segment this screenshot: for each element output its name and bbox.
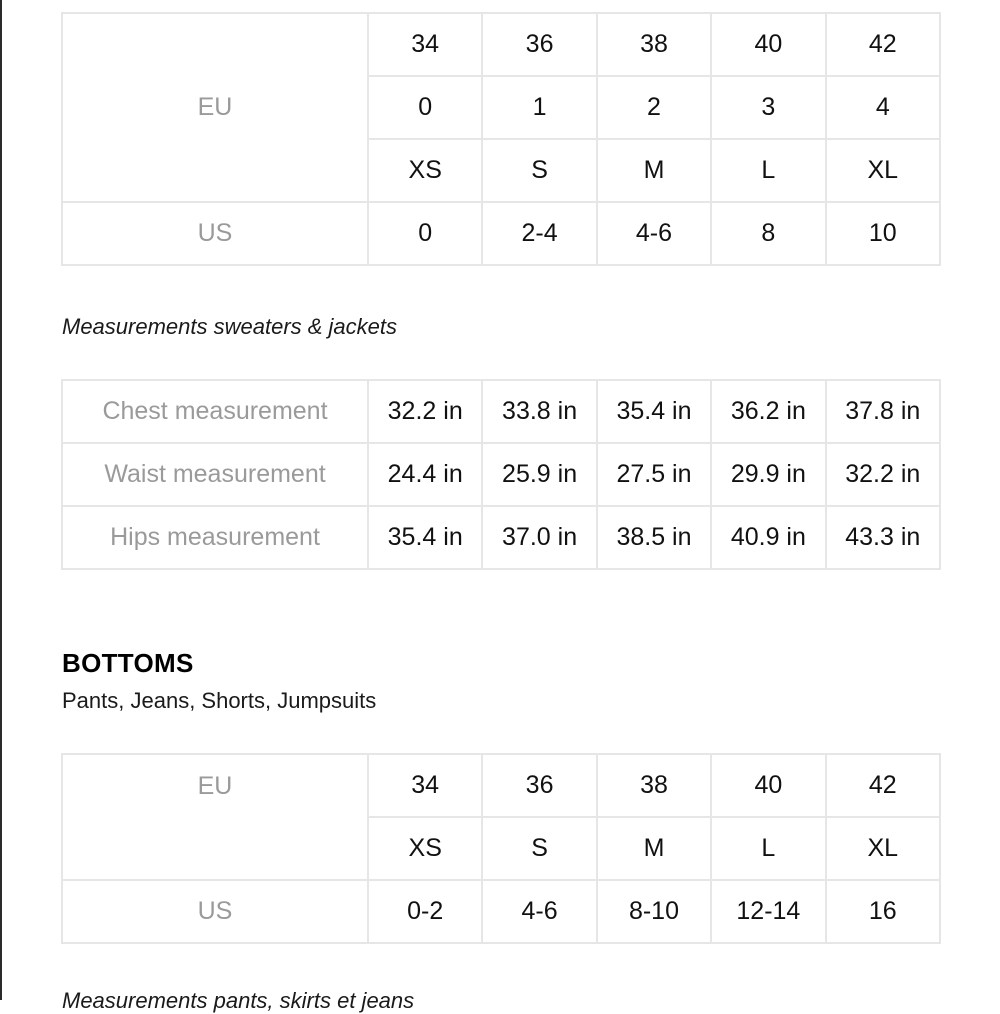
table-cell: 25.9 in — [482, 443, 596, 506]
eu-row-label: EU — [62, 13, 368, 202]
table-cell: 37.0 in — [482, 506, 596, 569]
table-cell: 0-2 — [368, 880, 482, 943]
table-cell: XS — [368, 139, 482, 202]
table-cell: 29.9 in — [711, 443, 825, 506]
table-cell: 0 — [368, 76, 482, 139]
pants-skirts-jeans-caption: Measurements pants, skirts et jeans — [62, 988, 415, 1013]
table-cell: 42 — [826, 754, 940, 817]
table-cell: 12-14 — [711, 880, 825, 943]
table-cell: 0 — [368, 202, 482, 265]
tops-size-table — [61, 12, 941, 266]
table-cell: 34 — [368, 754, 482, 817]
table-cell: 3 — [711, 76, 825, 139]
chest-row-label: Chest measurement — [62, 380, 368, 443]
table-cell: 1 — [482, 76, 596, 139]
table-cell: 36.2 in — [711, 380, 825, 443]
table-cell: 8 — [711, 202, 825, 265]
measurements-table — [61, 379, 941, 570]
table-row — [62, 506, 940, 569]
table-cell: 33.8 in — [482, 380, 596, 443]
table-cell: 27.5 in — [597, 443, 711, 506]
us-row-label: US — [62, 880, 368, 943]
table-row — [62, 380, 940, 443]
table-cell: L — [711, 139, 825, 202]
table-cell: 42 — [826, 13, 940, 76]
table-cell: XL — [826, 139, 940, 202]
table-cell: 40.9 in — [711, 506, 825, 569]
table-cell: 2 — [597, 76, 711, 139]
table-cell: 16 — [826, 880, 940, 943]
table-cell: XS — [368, 817, 482, 880]
table-cell: 35.4 in — [368, 506, 482, 569]
table-cell: 40 — [711, 754, 825, 817]
table-row — [62, 202, 940, 265]
bottoms-subheading: Pants, Jeans, Shorts, Jumpsuits — [62, 688, 377, 713]
table-cell: XL — [826, 817, 940, 880]
table-cell: 10 — [826, 202, 940, 265]
sweaters-jackets-caption: Measurements sweaters & jackets — [62, 314, 398, 339]
table-cell: 32.2 in — [826, 443, 940, 506]
bottoms-size-table — [61, 753, 941, 944]
table-cell: S — [482, 139, 596, 202]
us-row-label: US — [62, 202, 368, 265]
table-cell: 4-6 — [482, 880, 596, 943]
left-edge-line — [0, 0, 2, 1000]
table-cell: 38.5 in — [597, 506, 711, 569]
table-cell: 38 — [597, 13, 711, 76]
eu-row-label: EU — [62, 754, 368, 880]
table-cell: 24.4 in — [368, 443, 482, 506]
table-cell: 36 — [482, 13, 596, 76]
table-cell: 32.2 in — [368, 380, 482, 443]
table-cell: 4 — [826, 76, 940, 139]
bottoms-heading: BOTTOMS — [62, 648, 194, 678]
table-row — [62, 443, 940, 506]
hips-row-label: Hips measurement — [62, 506, 368, 569]
table-cell: 40 — [711, 13, 825, 76]
table-row — [62, 754, 940, 817]
table-cell: 8-10 — [597, 880, 711, 943]
table-cell: 36 — [482, 754, 596, 817]
table-cell: M — [597, 139, 711, 202]
table-row — [62, 13, 940, 76]
table-cell: 43.3 in — [826, 506, 940, 569]
table-cell: S — [482, 817, 596, 880]
table-row — [62, 880, 940, 943]
table-cell: L — [711, 817, 825, 880]
table-cell: 34 — [368, 13, 482, 76]
table-cell: 4-6 — [597, 202, 711, 265]
table-cell: 37.8 in — [826, 380, 940, 443]
waist-row-label: Waist measurement — [62, 443, 368, 506]
table-cell: 35.4 in — [597, 380, 711, 443]
table-cell: 38 — [597, 754, 711, 817]
table-cell: 2-4 — [482, 202, 596, 265]
table-cell: M — [597, 817, 711, 880]
